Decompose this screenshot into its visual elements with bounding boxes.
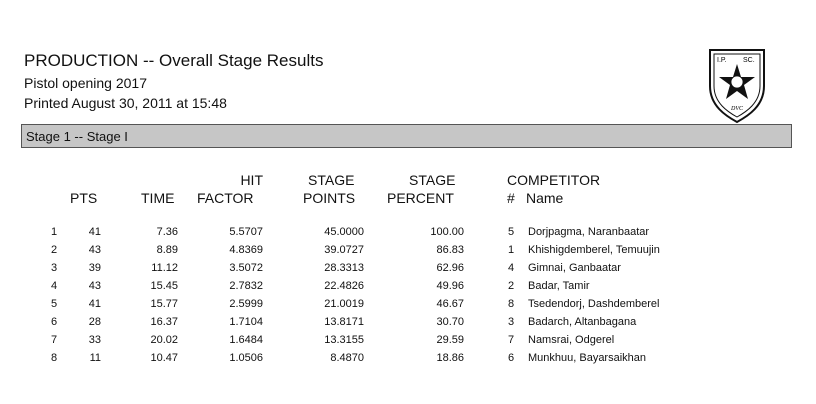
header-stage-points-1: STAGE — [308, 172, 355, 188]
time-cell: 11.12 — [151, 262, 178, 274]
header-stage-percent-1: STAGE — [409, 172, 456, 188]
header-time: TIME — [141, 190, 175, 206]
ipsc-logo — [706, 46, 768, 124]
place-cell: 3 — [51, 262, 58, 274]
time-cell: 7.36 — [156, 226, 178, 238]
stage-percent-cell: 49.96 — [436, 280, 464, 292]
competitor-number-cell: 1 — [508, 244, 515, 256]
stage-points-cell: 39.0727 — [324, 244, 364, 256]
hit-factor-cell: 1.7104 — [229, 316, 263, 328]
competitor-name-cell: Munkhuu, Bayarsaikhan — [528, 352, 647, 364]
place-cell: 7 — [51, 334, 58, 346]
pts-cell: 28 — [88, 316, 101, 328]
stage-points-cell: 8.4870 — [330, 352, 364, 364]
stage-points-cell: 22.4826 — [324, 280, 364, 292]
header-stage-points-2: POINTS — [303, 190, 356, 206]
competitor-name-cell: Gimnai, Ganbaatar — [528, 262, 621, 274]
competitor-number-cell: 5 — [508, 226, 515, 238]
time-cell: 15.77 — [150, 298, 178, 310]
place-cell: 6 — [51, 316, 58, 328]
hit-factor-cell: 3.5072 — [229, 262, 263, 274]
stage-percent-cell: 46.67 — [436, 298, 464, 310]
stage-percent-cell: 30.70 — [436, 316, 464, 328]
place-cell: 5 — [51, 298, 58, 310]
competitor-name-cell: Badarch, Altanbagana — [528, 316, 637, 328]
svg-text:SC.: SC. — [743, 57, 755, 64]
stage-points-cell: 45.0000 — [324, 226, 364, 238]
competitor-number-cell: 2 — [508, 280, 515, 292]
pts-cell: 43 — [88, 244, 101, 256]
stage-header-bar — [21, 124, 792, 148]
header-name: Name — [526, 190, 564, 206]
hit-factor-cell: 2.5999 — [229, 298, 263, 310]
competitor-number-cell: 4 — [508, 262, 515, 274]
hit-factor-cell: 4.8369 — [229, 244, 263, 256]
hit-factor-cell: 2.7832 — [229, 280, 263, 292]
header-factor: FACTOR — [197, 190, 254, 206]
hit-factor-cell: 5.5707 — [229, 226, 263, 238]
time-cell: 8.89 — [156, 244, 178, 256]
header-competitor: COMPETITOR — [507, 172, 601, 188]
stage-percent-cell: 29.59 — [436, 334, 464, 346]
place-cell: 4 — [51, 280, 58, 292]
pts-cell: 39 — [88, 262, 101, 274]
pts-cell: 11 — [89, 352, 101, 364]
stage-points-cell: 13.8171 — [324, 316, 364, 328]
place-cell: 2 — [51, 244, 58, 256]
printed-date: Printed August 30, 2011 at 15:48 — [24, 95, 227, 111]
stage-label: Stage 1 -- Stage I — [26, 129, 128, 144]
competitor-name-cell: Namsrai, Odgerel — [528, 334, 615, 346]
competitor-name-cell: Dorjpagma, Naranbaatar — [528, 226, 650, 238]
stage-percent-cell: 86.83 — [436, 244, 464, 256]
stage-percent-cell: 62.96 — [436, 262, 464, 274]
hit-factor-cell: 1.6484 — [229, 334, 263, 346]
header-pts: PTS — [70, 190, 98, 206]
time-cell: 16.37 — [150, 316, 178, 328]
match-name: Pistol opening 2017 — [24, 75, 147, 91]
stage-percent-cell: 100.00 — [430, 226, 464, 238]
place-cell: 8 — [51, 352, 58, 364]
stage-percent-cell: 18.86 — [436, 352, 464, 364]
competitor-number-cell: 3 — [508, 316, 515, 328]
pts-cell: 33 — [88, 334, 101, 346]
place-cell: 1 — [51, 226, 58, 238]
header-hit: HIT — [240, 172, 263, 188]
competitor-number-cell: 6 — [508, 352, 515, 364]
svg-text:DVC: DVC — [731, 106, 743, 112]
competitor-name-cell: Badar, Tamir — [528, 280, 590, 292]
pts-cell: 41 — [88, 298, 101, 310]
pts-cell: 43 — [88, 280, 101, 292]
competitor-name-cell: Khishigdemberel, Temuujin — [528, 244, 660, 256]
time-cell: 15.45 — [150, 280, 178, 292]
competitor-number-cell: 8 — [508, 298, 515, 310]
stage-points-cell: 21.0019 — [324, 298, 364, 310]
svg-text:I.P.: I.P. — [717, 57, 727, 64]
header-number: # — [507, 190, 515, 206]
stage-points-cell: 13.3155 — [324, 334, 364, 346]
time-cell: 20.02 — [150, 334, 178, 346]
stage-points-cell: 28.3313 — [324, 262, 364, 274]
competitor-name-cell: Tsedendorj, Dashdemberel — [528, 298, 660, 310]
report-title: PRODUCTION -- Overall Stage Results — [24, 51, 324, 70]
header-stage-percent-2: PERCENT — [387, 190, 454, 206]
pts-cell: 41 — [88, 226, 101, 238]
hit-factor-cell: 1.0506 — [229, 352, 263, 364]
time-cell: 10.47 — [150, 352, 178, 364]
competitor-number-cell: 7 — [508, 334, 515, 346]
